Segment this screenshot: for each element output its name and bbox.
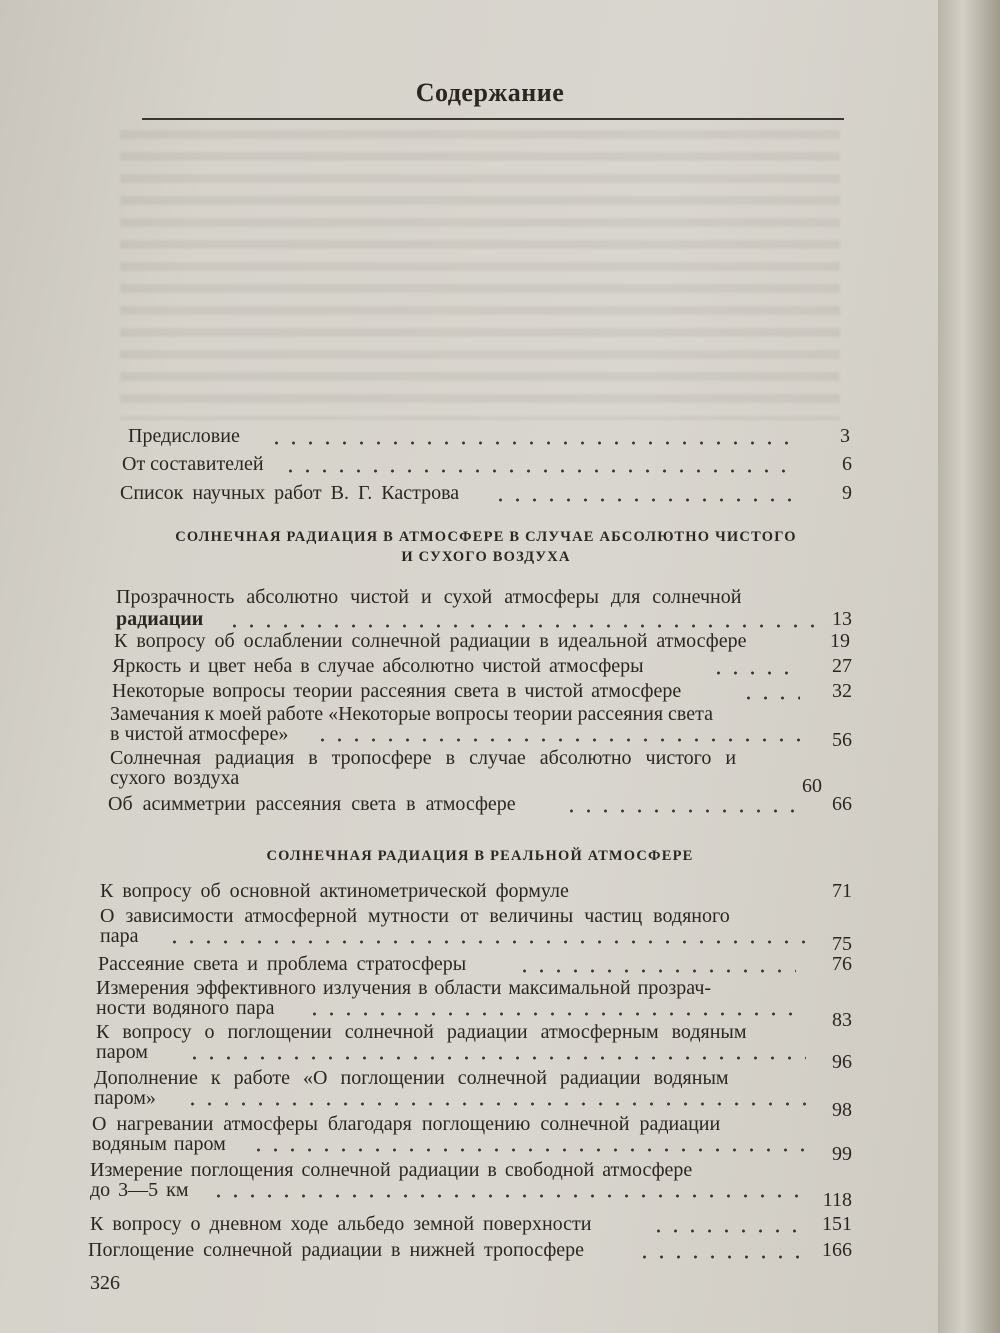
toc-entry-line: до 3—5 км [90, 1179, 189, 1201]
toc-entry-line: О нагревании атмосферы благодаря поглощению солнечной радиации [92, 1113, 721, 1135]
toc-entry-line: Замечания к моей работе «Некоторые вопросы теории рассеяния света [110, 703, 713, 725]
toc-entry-title: К вопросу об основной актинометрической формуле [100, 880, 569, 902]
toc-entry-line: радиации [116, 608, 204, 630]
toc-entry-title: Поглощение солнечной радиации в нижней тропосфере [88, 1239, 585, 1261]
toc-entry [96, 1021, 852, 1073]
toc-entry-title: Яркость и цвет неба в случае абсолютно чистой атмосферы [112, 655, 644, 677]
section-heading-line: СОЛНЕЧНАЯ РАДИАЦИЯ В РЕАЛЬНОЙ АТМОСФЕРЕ [266, 848, 694, 864]
toc-entry [100, 905, 852, 955]
toc-entry-page: 6 [842, 453, 852, 475]
book-edge [938, 0, 1000, 1333]
toc-entry-title: Некоторые вопросы теории рассеяния света в чистой атмосфере [112, 680, 682, 702]
toc-entry-line: сухого воздуха [110, 767, 240, 789]
dot-leader [226, 624, 816, 628]
toc-entry-page: 27 [832, 655, 852, 677]
section-heading-clear-atmosphere [150, 527, 822, 567]
toc-entry-page: 118 [822, 1189, 852, 1211]
toc-entry-page: 9 [842, 482, 852, 504]
toc-entry-compilers [122, 453, 852, 475]
toc-entry [98, 953, 852, 975]
dot-leader [563, 809, 800, 813]
toc-entry-line: паром» [94, 1087, 156, 1109]
toc-entry-title: Рассеяние света и проблема стратосферы [98, 953, 467, 975]
toc-entry-line: Дополнение к работе «О поглощении солнечной радиации водяным [94, 1067, 729, 1089]
toc-entry [112, 680, 852, 702]
dot-leader [306, 1012, 800, 1016]
toc-entry-page: 32 [832, 680, 852, 702]
toc-entry-preface [128, 425, 850, 447]
toc-entry [92, 1113, 852, 1165]
toc-entry [108, 793, 852, 815]
dot-leader [250, 1148, 810, 1152]
toc-entry [90, 1213, 852, 1235]
toc-entry [94, 1067, 852, 1121]
toc-entry-line: Измерения эффективного излучения в области максимальной прозрач- [96, 977, 712, 999]
dot-leader [650, 1229, 804, 1233]
dot-leader [268, 441, 790, 445]
toc-entry-title: К вопросу об ослаблении солнечной радиации в идеальной атмосфере [114, 630, 747, 652]
dot-leader [186, 1056, 806, 1060]
dot-leader [184, 1102, 806, 1106]
toc-entry [100, 880, 852, 902]
dot-leader [210, 1194, 804, 1198]
dot-leader [710, 671, 800, 675]
toc-entry [112, 655, 852, 677]
toc-entry-title: Список научных работ В. Г. Кастрова [120, 482, 460, 504]
toc-entry-page: 151 [822, 1213, 852, 1235]
toc-entry-page: 166 [822, 1239, 852, 1261]
toc-entry-title: К вопросу о дневном ходе альбедо земной поверхности [90, 1213, 592, 1235]
toc-entry [114, 630, 850, 652]
toc-entry-page: 96 [832, 1051, 852, 1073]
dot-leader [282, 469, 792, 473]
section-heading-line: СОЛНЕЧНАЯ РАДИАЦИЯ В АТМОСФЕРЕ В СЛУЧАЕ АБСОЛЮТНО ЧИСТОГО [175, 529, 797, 545]
contents-heading: Содержание [415, 78, 565, 107]
toc-entry-line: ности водяного пара [96, 997, 275, 1019]
toc-entry-page: 99 [832, 1143, 852, 1165]
dot-leader [740, 696, 800, 700]
toc-entry [116, 586, 852, 630]
toc-entry-title: От составителей [122, 453, 264, 475]
toc-entry-title: Об асимметрии рассеяния света в атмосфере [108, 793, 516, 815]
toc-entry [88, 1239, 852, 1261]
toc-entry-page: 56 [832, 729, 852, 751]
dot-leader [516, 969, 796, 973]
toc-entry-line: Прозрачность абсолютно чистой и сухой атмосферы для солнечной [116, 586, 742, 608]
toc-entry-line: К вопросу о поглощении солнечной радиации атмосферным водяным [96, 1021, 747, 1043]
toc-entry-page: 13 [832, 608, 852, 630]
dot-leader [492, 498, 792, 502]
toc-entry-title: Предисловие [128, 425, 240, 447]
toc-entry-page: 98 [832, 1099, 852, 1121]
toc-entry-bibliography [120, 482, 852, 504]
page-number: 326 [90, 1272, 120, 1294]
toc-entry-line: Солнечная радиация в тропосфере в случае абсолютно чистого и [110, 747, 737, 769]
toc-entry-line: Измерение поглощения солнечной радиации в свободной атмосфере [90, 1159, 693, 1181]
dot-leader [166, 940, 816, 944]
section-heading-real-atmosphere [220, 846, 740, 866]
toc-entry [90, 1159, 852, 1211]
toc-entry-page: 3 [840, 425, 850, 447]
dot-leader [636, 1255, 802, 1259]
dot-leader [314, 738, 806, 742]
toc-entry-page: 66 [832, 793, 852, 815]
section-heading-line: И СУХОГО ВОЗДУХА [401, 549, 571, 565]
toc-entry [110, 747, 852, 797]
toc-entry-page: 83 [832, 1009, 852, 1031]
toc-entry-page: 19 [830, 630, 850, 652]
toc-entry-page: 75 [832, 933, 852, 955]
toc-entry-page: 71 [832, 880, 852, 902]
toc-entry-page: 60 [802, 775, 822, 797]
toc-entry [110, 703, 852, 751]
toc-entry-line: О зависимости атмосферной мутности от величины частиц водяного [100, 905, 730, 927]
toc-entry-page: 76 [832, 953, 852, 975]
toc-entry [96, 977, 852, 1031]
toc-entry-line: пара [100, 925, 139, 947]
toc-entry-line: паром [96, 1041, 148, 1063]
toc-entry-line: водяным паром [92, 1133, 226, 1155]
toc-entry-line: в чистой атмосфере» [110, 723, 289, 745]
